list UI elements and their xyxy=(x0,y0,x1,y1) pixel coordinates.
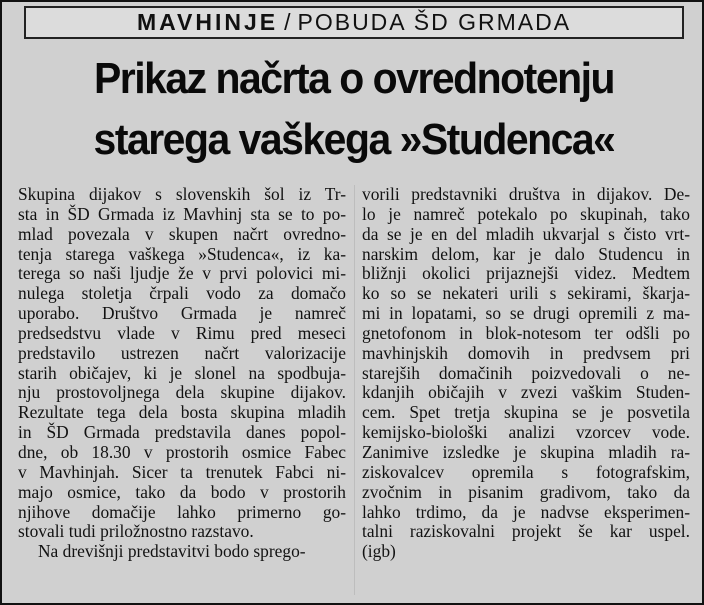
body-line: kdanjih običajih v zvezi vaškim Studen- xyxy=(362,382,690,403)
body-line: gnetofonom in blok-notesom ter odšli po xyxy=(362,322,690,343)
body-line: njihove domačije lahko primerno go- xyxy=(18,501,346,522)
body-line: tenja starega vaškega »Studenca«, iz ka- xyxy=(18,243,346,264)
body-line: Skupina dijakov s slovenskih šol iz Tr- xyxy=(18,184,346,204)
body-line: majo osmice, tako da bodo v prostorih xyxy=(18,481,346,502)
kicker-separator: / xyxy=(284,9,292,35)
body-line: dne, ob 18.30 v prostorih osmice Fabec xyxy=(18,441,346,462)
body-line: lahko trdimo, da je nadvse eksperimen- xyxy=(362,501,690,522)
body-line: talni raziskovalni projekt še kar uspel. xyxy=(362,521,690,542)
kicker-place: MAVHINJE xyxy=(136,9,279,35)
body-line: ziskovalcev opremila s fotografskim, xyxy=(362,461,690,482)
author-signature: (igb) xyxy=(362,541,396,562)
body-line: Rezultate tega dela bosta skupina mladih xyxy=(18,402,346,423)
body-line: kemijsko-biološki analizi vzorcev vode. xyxy=(362,422,690,443)
body-line: nju prostovoljnega dela skupine dijakov. xyxy=(18,382,346,403)
column-left xyxy=(18,185,346,562)
body-line: predsedstvu vlade v Rimu pred meseci xyxy=(18,322,346,343)
body-line: mi in lopatami, so se drugi opremili z ma- xyxy=(362,303,690,324)
body-line: narskim delom, kar je dalo Studencu in xyxy=(362,243,690,264)
body-line: starih običajev, ki je slonel na spodbuja- xyxy=(18,362,346,383)
headline-line-1: Prikaz načrta o ovrednotenju xyxy=(93,54,614,103)
body-line: ko so se nekateri urili s sekirami, škarja- xyxy=(362,283,690,304)
body-line: lo je namreč potekalo po skupinah, tako xyxy=(362,203,690,224)
body-line: predstavilo ustrezen načrt valorizacije xyxy=(18,342,346,363)
body-line: da se je en del mladih ukvarjal s čisto vrt- xyxy=(362,223,690,244)
kicker-source: POBUDA ŠD GRMADA xyxy=(297,9,572,35)
body-line: stovali tudi priložnostno razstavo. xyxy=(18,521,254,542)
body-line: v Mavhinjah. Sicer ta trenutek Fabci ni- xyxy=(18,461,346,482)
body-line: terega so naši ljudje že v prvi polovici mi- xyxy=(18,263,346,284)
article-headline xyxy=(43,48,664,170)
column-right xyxy=(362,185,690,562)
column-divider xyxy=(354,185,355,595)
section-kicker xyxy=(24,6,684,39)
body-line: mavhinjskih domovih in predvsem pri xyxy=(362,342,690,363)
body-line: starejših domačinih poizvedovali o ne- xyxy=(362,362,690,383)
body-line: in ŠD Grmada predstavila danes popol- xyxy=(18,422,346,443)
body-line: Zanimive izsledke je skupina mladih ra- xyxy=(362,441,690,462)
body-line: vorili predstavniki društva in dijakov. De- xyxy=(362,184,690,204)
body-line: Na drevišnji predstavitvi bodo sprego- xyxy=(38,541,306,562)
headline-line-2: starega vaškega »Studenca« xyxy=(93,115,615,164)
article-body xyxy=(18,185,690,595)
body-line: nulega stoletja črpali vodo za domačo xyxy=(18,283,346,304)
body-line: cem. Spet tretja skupina se je posvetila xyxy=(362,402,690,423)
body-line: mlad povezala v skupen načrt ovredno- xyxy=(18,223,346,244)
body-line: bližnji okolici prijaznejši videz. Medtem xyxy=(362,263,690,284)
body-line: uporabo. Društvo Grmada je namreč xyxy=(18,303,346,324)
body-line: zvočnim in pisanim gradivom, tako da xyxy=(362,481,690,502)
body-line: sta in ŠD Grmada iz Mavhinj sta se to po- xyxy=(18,203,346,224)
